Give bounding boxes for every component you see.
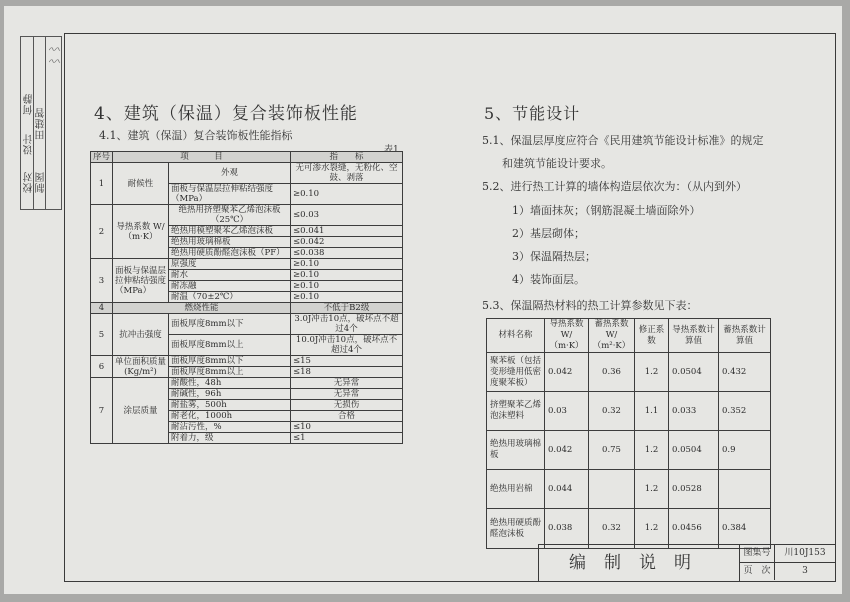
row-value: 10.0J冲击10点，破坏点不超过4个 (291, 335, 403, 356)
header-index: 指 标 (291, 152, 403, 163)
material-name: 聚苯板（包括变形缝用低密度聚苯板） (487, 353, 545, 392)
row-no: 5 (91, 314, 113, 356)
layer-item: 2）基层砌体； (512, 227, 585, 240)
signature-strip (20, 36, 62, 210)
row-value: 合格 (291, 411, 403, 422)
table-row (487, 431, 771, 470)
cell: 1.2 (635, 470, 669, 509)
paragraph-5-3: 5.3、保温隔热材料的热工计算参数见下表： (482, 299, 698, 312)
cell: 0.9 (719, 431, 771, 470)
section-heading-5: 5、节能设计 (484, 104, 581, 123)
table-header-row (487, 319, 771, 353)
atlas-label: 图集号 (740, 545, 775, 563)
section-subheading-4-1: 4.1、建筑（保温）复合装饰板性能指标 (99, 129, 293, 142)
cell: 0.32 (589, 509, 635, 549)
row-item: 附着力，级 (169, 433, 291, 444)
row-item: 耐冻融 (169, 281, 291, 292)
header-cell: 蓄热系数计算值 (719, 319, 771, 353)
paragraph-5-1-cont: 和建筑节能设计要求。 (502, 157, 612, 170)
row-value: ≤1 (291, 433, 403, 444)
row-value: ≤0.038 (291, 248, 403, 259)
cell: 0.042 (545, 431, 589, 470)
row-value: ≥0.10 (291, 281, 403, 292)
row-group: 涂层质量 (113, 378, 169, 444)
cell: 0.36 (589, 353, 635, 392)
material-name: 绝热用岩棉 (487, 470, 545, 509)
table-header-row (91, 152, 403, 163)
cell: 0.044 (545, 470, 589, 509)
strip-label: 何静 (24, 93, 35, 115)
table-row (91, 259, 403, 270)
cell: 0.352 (719, 392, 771, 431)
cell: 1.2 (635, 353, 669, 392)
row-group: 耐候性 (113, 163, 169, 205)
cell: 0.384 (719, 509, 771, 549)
row-item: 绝热用硬质酚醛泡沫板（PF） (169, 248, 291, 259)
strip-label: 校对 (24, 171, 35, 193)
row-group: 燃烧性能 (113, 303, 291, 314)
row-item: 面板厚度8mm以上 (169, 335, 291, 356)
row-value: ≥0.10 (291, 270, 403, 281)
cell: 0.042 (545, 353, 589, 392)
handwritten-signature: 〰〰 (49, 43, 63, 67)
row-group: 单位面积质量(Kg/m²) (113, 356, 169, 378)
paragraph-5-2: 5.2、进行热工计算的墙体构造层依次为：（从内到外） (482, 180, 747, 193)
cell: 0.32 (589, 392, 635, 431)
cell: 0.0504 (669, 431, 719, 470)
table-row (487, 509, 771, 549)
performance-table (90, 151, 403, 444)
row-item: 面板与保温层拉伸粘结强度（MPa） (169, 184, 291, 205)
header-cell: 导热系数 W/（m·K） (545, 319, 589, 353)
cell: 0.0504 (669, 353, 719, 392)
paragraph-5-1: 5.1、保温层厚度应符合《民用建筑节能设计标准》的规定 (482, 134, 764, 147)
row-item: 耐碱性，96h (169, 389, 291, 400)
row-item: 面板厚度8mm以下 (169, 314, 291, 335)
row-item: 绝热用挤塑聚苯乙烯泡沫板（25℃） (169, 205, 291, 226)
cell (719, 470, 771, 509)
section-heading-4: 4、建筑（保温）复合装饰板性能 (94, 104, 358, 124)
atlas-number: 川10J153 (775, 545, 835, 563)
table-row (487, 392, 771, 431)
header-cell: 蓄热系数 W/（m²·K） (589, 319, 635, 353)
cell: 0.0528 (669, 470, 719, 509)
cell: 0.033 (669, 392, 719, 431)
row-value: ≤18 (291, 367, 403, 378)
table-number: 表1 (384, 145, 399, 155)
cell: 0.03 (545, 392, 589, 431)
row-value: ≤15 (291, 356, 403, 367)
table-row (91, 378, 403, 389)
table-row (487, 470, 771, 509)
row-item: 绝热用玻璃棉板 (169, 237, 291, 248)
cell (589, 470, 635, 509)
row-value: ≥0.10 (291, 184, 403, 205)
material-name: 绝热用硬质酚醛泡沫板 (487, 509, 545, 549)
row-group: 抗冲击强度 (113, 314, 169, 356)
row-value: ≤0.042 (291, 237, 403, 248)
row-item: 面板厚度8mm以上 (169, 367, 291, 378)
page-label: 页 次 (740, 563, 775, 580)
layer-item: 4）装饰面层。 (512, 273, 585, 286)
title-block (538, 544, 836, 582)
cell: 0.038 (545, 509, 589, 549)
cell: 1.2 (635, 509, 669, 549)
table-row (91, 314, 403, 335)
table-row (91, 205, 403, 226)
row-value: 无异常 (291, 378, 403, 389)
cell: 1.1 (635, 392, 669, 431)
row-group: 导热系数 W/（m·K） (113, 205, 169, 259)
layer-item: 3）保温隔热层； (512, 250, 596, 263)
header-cell: 材料名称 (487, 319, 545, 353)
row-value: ≤0.03 (291, 205, 403, 226)
row-value: 不低于B2级 (291, 303, 403, 314)
header-cell: 导热系数计算值 (669, 319, 719, 353)
material-name: 绝热用玻璃棉板 (487, 431, 545, 470)
table-row (91, 356, 403, 367)
row-no: 6 (91, 356, 113, 378)
row-value: 无可渗水裂缝，无粉化、空鼓、剥落 (291, 163, 403, 184)
page-number: 3 (802, 566, 808, 576)
row-item: 原强度 (169, 259, 291, 270)
row-no: 2 (91, 205, 113, 259)
row-value: ≥0.10 (291, 259, 403, 270)
title-block-title: 编制说明 (539, 545, 740, 581)
row-item: 绝热用模塑聚苯乙烯泡沫板 (169, 226, 291, 237)
row-value: ≤10 (291, 422, 403, 433)
material-name: 挤塑聚苯乙烯泡沫塑料 (487, 392, 545, 431)
row-item: 面板厚度8mm以下 (169, 356, 291, 367)
row-item: 耐温（70±2℃） (169, 292, 291, 303)
cell: 0.75 (589, 431, 635, 470)
row-group: 面板与保温层拉伸粘结强度（MPa） (113, 259, 169, 303)
table-row (91, 163, 403, 184)
layer-item: 1）墙面抹灰；（钢筋混凝土墙面除外） (512, 204, 701, 217)
cell: 0.432 (719, 353, 771, 392)
strip-label: 田建智 (36, 107, 47, 140)
header-no: 序号 (91, 152, 113, 163)
row-item: 耐酸性，48h (169, 378, 291, 389)
row-no: 1 (91, 163, 113, 205)
row-no: 3 (91, 259, 113, 303)
row-item: 外观 (169, 163, 291, 184)
row-no: 4 (91, 303, 113, 314)
drawing-sheet (4, 6, 842, 594)
row-value: 无异常 (291, 389, 403, 400)
cell: 1.2 (635, 431, 669, 470)
row-item: 耐老化，1000h (169, 411, 291, 422)
row-value: ≥0.10 (291, 292, 403, 303)
thermal-parameters-table (486, 318, 771, 549)
table-row (91, 303, 403, 314)
row-item: 耐水 (169, 270, 291, 281)
row-value: 3.0J冲击10点，破坏点不超过4个 (291, 314, 403, 335)
strip-label: 制图 (36, 171, 47, 193)
row-item: 耐沾污性，% (169, 422, 291, 433)
strip-label: 设计 (24, 133, 35, 155)
cell: 0.0456 (669, 509, 719, 549)
header-cell: 修正系数 (635, 319, 669, 353)
header-item: 项 目 (113, 152, 291, 163)
row-no: 7 (91, 378, 113, 444)
row-value: 无损伤 (291, 400, 403, 411)
row-value: ≤0.041 (291, 226, 403, 237)
table-row (487, 353, 771, 392)
row-item: 耐盐雾，500h (169, 400, 291, 411)
